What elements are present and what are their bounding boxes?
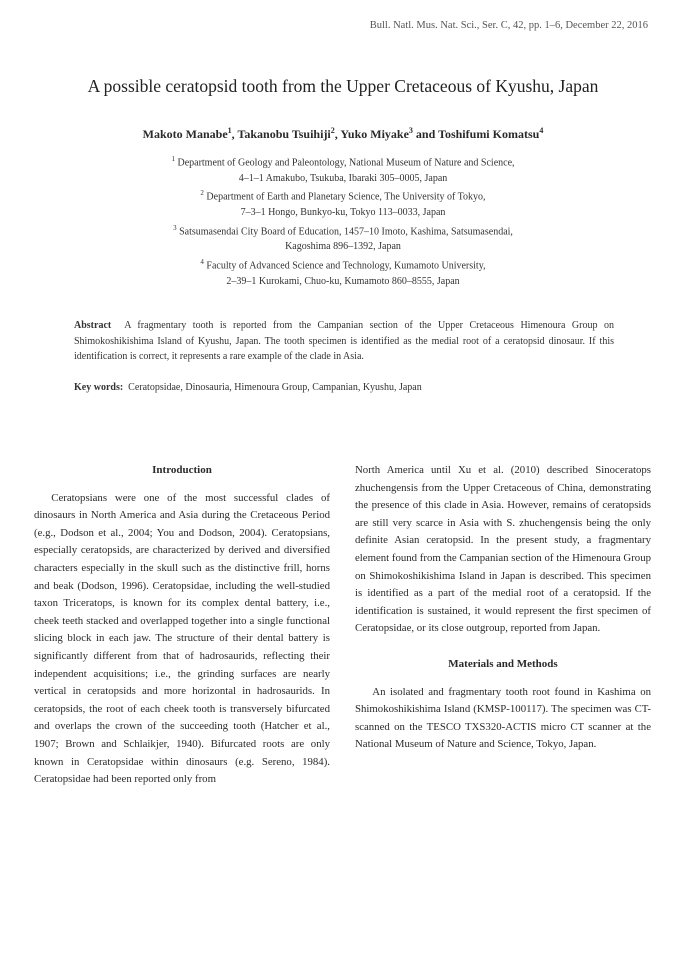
affiliation-line: Kagoshima 896–1392, Japan — [285, 241, 401, 253]
body-column-right — [355, 462, 651, 754]
keywords-text: Ceratopsidae, Dinosauria, Himenoura Group, Campanian, Kyushu, Japan — [128, 382, 422, 393]
affiliation-line: 7–3–1 Hongo, Bunkyo-ku, Tokyo 113–0033, Japan — [240, 207, 446, 219]
affiliation-item — [90, 152, 596, 186]
journal-citation: Bull. Natl. Mus. Nat. Sci., Ser. C, 42, pp. 1–6, December 22, 2016 — [369, 20, 648, 31]
author-affiliation-mark: 1 — [227, 126, 232, 135]
abstract-label: Abstract — [74, 320, 112, 331]
author-separator: , — [334, 127, 341, 141]
affiliation-mark: 3 — [173, 223, 177, 232]
affiliation-line: Satsumasendai City Board of Education, 1457–10 Imoto, Kashima, Satsumasendai, — [179, 225, 513, 237]
author-name: Takanobu Tsuihiji — [237, 127, 331, 141]
section-heading-methods: Materials and Methods — [448, 657, 558, 670]
affiliation-line: 4–1–1 Amakubo, Tsukuba, Ibaraki 305–0005, Japan — [238, 172, 448, 184]
affiliation-list — [90, 152, 596, 289]
affiliation-item — [90, 186, 596, 220]
paper-title: A possible ceratopsid tooth from the Upper Cretaceous of Kyushu, Japan — [87, 76, 599, 96]
affiliation-line: Department of Geology and Paleontology, National Museum of Nature and Science, — [177, 157, 515, 169]
introduction-continuation: North America until Xu et al. (2010) described Sinoceratops zhuchengensis from the Upper Cretaceous of China, demonstrating the presence of this clade in Asia. However, remains of ceratopsids are still very scarce in Asia with S. zhuchengensis being the only definite Asian ceratopsid. In the present study, a fragmentary element found from the Campanian section of the Himenoura Group on Shimokoshikishima Island in Japan is described. This specimen is identified as a part of the medial root of a ceratopsid. If the identification is sustained, it would represent the first specimen of Ceratopsidae, or its close outgroup, reported from Japan. — [355, 464, 651, 635]
author-affiliation-mark: 4 — [539, 126, 544, 135]
author-name: Yuko Miyake — [340, 127, 409, 141]
section-heading-introduction: Introduction — [152, 464, 212, 476]
keywords-label: Key words: — [74, 382, 124, 393]
author-list — [0, 126, 686, 142]
author-separator: and — [412, 127, 439, 141]
abstract-text: A fragmentary tooth is reported from the Campanian section of the Upper Cretaceous Himenoura Group on Shimokoshikishima Island of Kyushu, Japan. The tooth specimen is identified as the medial root of a ceratopsid dinosaur. If this identification is correct, it represents a rare example of the clade in Asia. — [74, 320, 614, 362]
introduction-paragraph: Ceratopsians were one of the most successful clades of dinosaurs in North America and Asia during the Cretaceous Period (e.g., Dodson et al., 2004; You and Dodson, 2004). Ceratopsians, especially ceratopsids, are characterized by derived and diversified characters especially in the skull such as the distinctive frill, horns and beak (Dodson, 1996). Ceratopsidae, including the well-studied taxon Triceratops, is known for its complex dental battery, i.e., cheek teeth stacked and overlapped together into a single functional slicing block in each jaw. The structure of their dental battery is significantly different from that of hadrosaurids, reflecting their independent acquisitions; i.e., the grinding surfaces are nearly vertical in ceratopsids and more horizontal in hadrosaurids. In ceratopsids, the root of each cheek tooth is transversely bifurcated and overlaps the crown of the succeeding tooth (Hatcher et al., 1907; Brown and Schlaikjer, 1940). Bifurcated roots are only known in Ceratopsidae within dinosaurs (e.g. Sereno, 1984). Ceratopsidae had been reported only from — [34, 491, 330, 786]
affiliation-line: 2–39–1 Kurokami, Chuo-ku, Kumamoto 860–8555, Japan — [226, 275, 460, 287]
affiliation-mark: 4 — [200, 257, 204, 266]
author-name: Makoto Manabe — [142, 127, 228, 141]
affiliation-mark: 1 — [171, 155, 175, 163]
methods-paragraph: An isolated and fragmentary tooth root found in Kashima on Shimokoshikishima Island (KMSP-100117). The specimen was CT-scanned on the TESCO TXS320-ACTIS micro CT scanner at the National Museum of Nature and Science, Tokyo, Japan. — [355, 685, 651, 751]
author-separator: , — [231, 127, 238, 141]
affiliation-mark: 2 — [200, 189, 204, 198]
affiliation-item — [90, 221, 596, 255]
affiliation-line: Department of Earth and Planetary Science, The University of Tokyo, — [206, 191, 486, 203]
author-name: Toshifumi Komatsu — [438, 127, 540, 141]
abstract — [74, 318, 614, 365]
affiliation-item — [90, 255, 596, 289]
author-affiliation-mark: 2 — [330, 126, 335, 135]
affiliation-line: Faculty of Advanced Science and Technology, Kumamoto University, — [206, 260, 486, 272]
author-affiliation-mark: 3 — [408, 126, 413, 135]
body-column-left — [34, 462, 330, 789]
keywords — [74, 380, 614, 396]
